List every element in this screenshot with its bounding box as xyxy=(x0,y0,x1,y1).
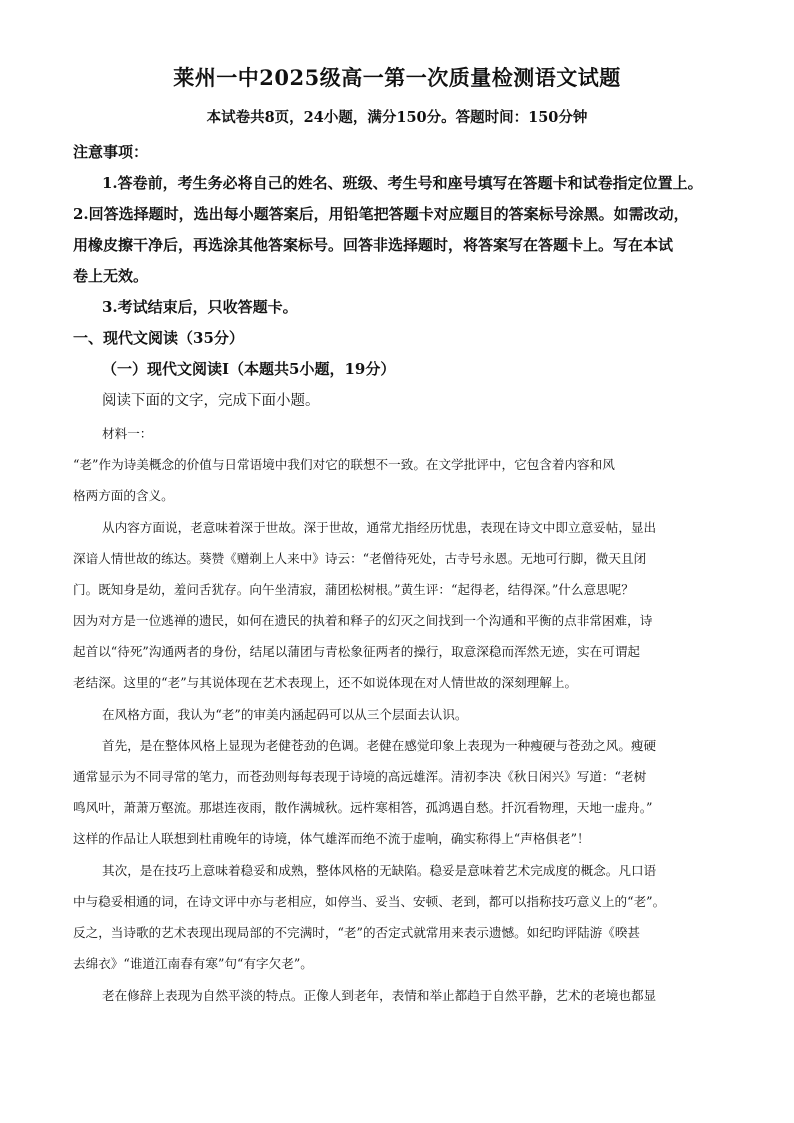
passage-line: 这样的作品让人联想到杜甫晚年的诗境，体气雄浑而绝不流于虚响，确实称得上“声格俱老”！ xyxy=(73,831,590,846)
passage-line: 起首以“待死”沟通两者的身份，结尾以蒲团与青松象征两者的操行，取意深稳而浑然无迹，实在可谓起 xyxy=(73,644,641,659)
reading-instruction: 阅读下面的文字，完成下面小题。 xyxy=(102,393,320,409)
passage-line: 去绵衣》“谁道江南春有寒”句“有字欠老”。 xyxy=(73,956,313,971)
passage-line: 通常显示为不同寻常的笔力，而苍劲则每每表现于诗境的高远雄浑。清初李决《秋日闲兴》写道：“老树 xyxy=(73,769,647,784)
passage-line: 因为对方是一位逃禅的遗民，如何在遗民的执着和释子的幻灭之间找到一个沟通和平衡的点非常困难，诗 xyxy=(73,613,653,628)
exam-title: 莱州一中2025级高一第一次质量检测语文试题 xyxy=(173,65,621,90)
notice-heading: 注意事项： xyxy=(73,143,149,161)
passage-line: 在风格方面，我认为“老”的审美内涵起码可以从三个层面去认识。 xyxy=(102,707,468,722)
passage-line: 老在修辞上表现为自然平淡的特点。正像人到老年，表情和举止都趋于自然平静，艺术的老境也都显 xyxy=(102,988,657,1003)
notice-line-5: 3.考试结束后，只收答题卡。 xyxy=(102,298,298,316)
passage-line: 中与稳妥相通的词，在诗文评中亦与老相应，如停当、妥当、安顿、老到，都可以指称技巧意义上的“老”。 xyxy=(73,894,666,909)
notice-line-4: 卷上无效。 xyxy=(73,267,149,285)
notice-line-1: 1.答卷前，考生务必将自己的姓名、班级、考生号和座号填写在答题卡和试卷指定位置上。 xyxy=(102,174,703,192)
exam-subtitle: 本试卷共8页，24小题，满分150分。答题时间：150分钟 xyxy=(206,109,588,126)
passage-line: 从内容方面说，老意味着深于世故。深于世故，通常尤指经历忧患，表现在诗文中即立意妥帖，显出 xyxy=(102,520,657,535)
passage-line: “老”作为诗美概念的价值与日常语境中我们对它的联想不一致。在文学批评中，它包含着内容和风 xyxy=(73,457,615,472)
sub-section-heading: （一）现代文阅读Ⅰ（本题共5小题，19分） xyxy=(102,360,396,378)
passage-line: 其次，是在技巧上意味着稳妥和成熟，整体风格的无缺陷。稳妥是意味着艺术完成度的概念。凡口语 xyxy=(102,863,657,878)
notice-line-3: 用橡皮擦干净后，再选涂其他答案标号。回答非选择题时，将答案写在答题卡上。写在本试 xyxy=(73,236,674,254)
passage-line: 鸣风叶，萧萧万壑流。那堪连夜雨，散作满城秋。远杵寒相答，孤鸿遇自愁。扦沉看物理，天地一虚舟。” xyxy=(73,800,653,815)
passage-line: 深谙人情世故的练达。葵赞《赠剃上人来中》诗云：“老僧待死处，古寺号永恩。无地可行脚，微天且闭 xyxy=(73,551,647,566)
passage-line: 格两方面的含义。 xyxy=(73,488,174,503)
material-label: 材料一： xyxy=(102,426,153,441)
notice-line-2: 2.回答选择题时，选出每小题答案后，用铅笔把答题卡对应题目的答案标号涂黑。如需改动， xyxy=(73,205,689,223)
passage-line: 首先，是在整体风格上显现为老健苍劲的色调。老健在感觉印象上表现为一种瘦硬与苍劲之风。瘦硬 xyxy=(102,738,657,753)
passage-line: 门。既知身是幼，羞问舌犹存。向午坐清寂，蒲团松树根。”黄生评：“起得老，结得深。”什么意思呢？ xyxy=(73,582,634,597)
passage-line: 反之，当诗歌的艺术表现出现局部的不完满时，“老”的否定式就常用来表示遗憾。如纪昀评陆游《暌甚 xyxy=(73,925,641,940)
section-heading: 一、现代文阅读（35分） xyxy=(73,329,244,347)
passage-line: 老结深。这里的“老”与其说体现在艺术表现上，还不如说体现在对人情世故的深刻理解上。 xyxy=(73,675,578,690)
